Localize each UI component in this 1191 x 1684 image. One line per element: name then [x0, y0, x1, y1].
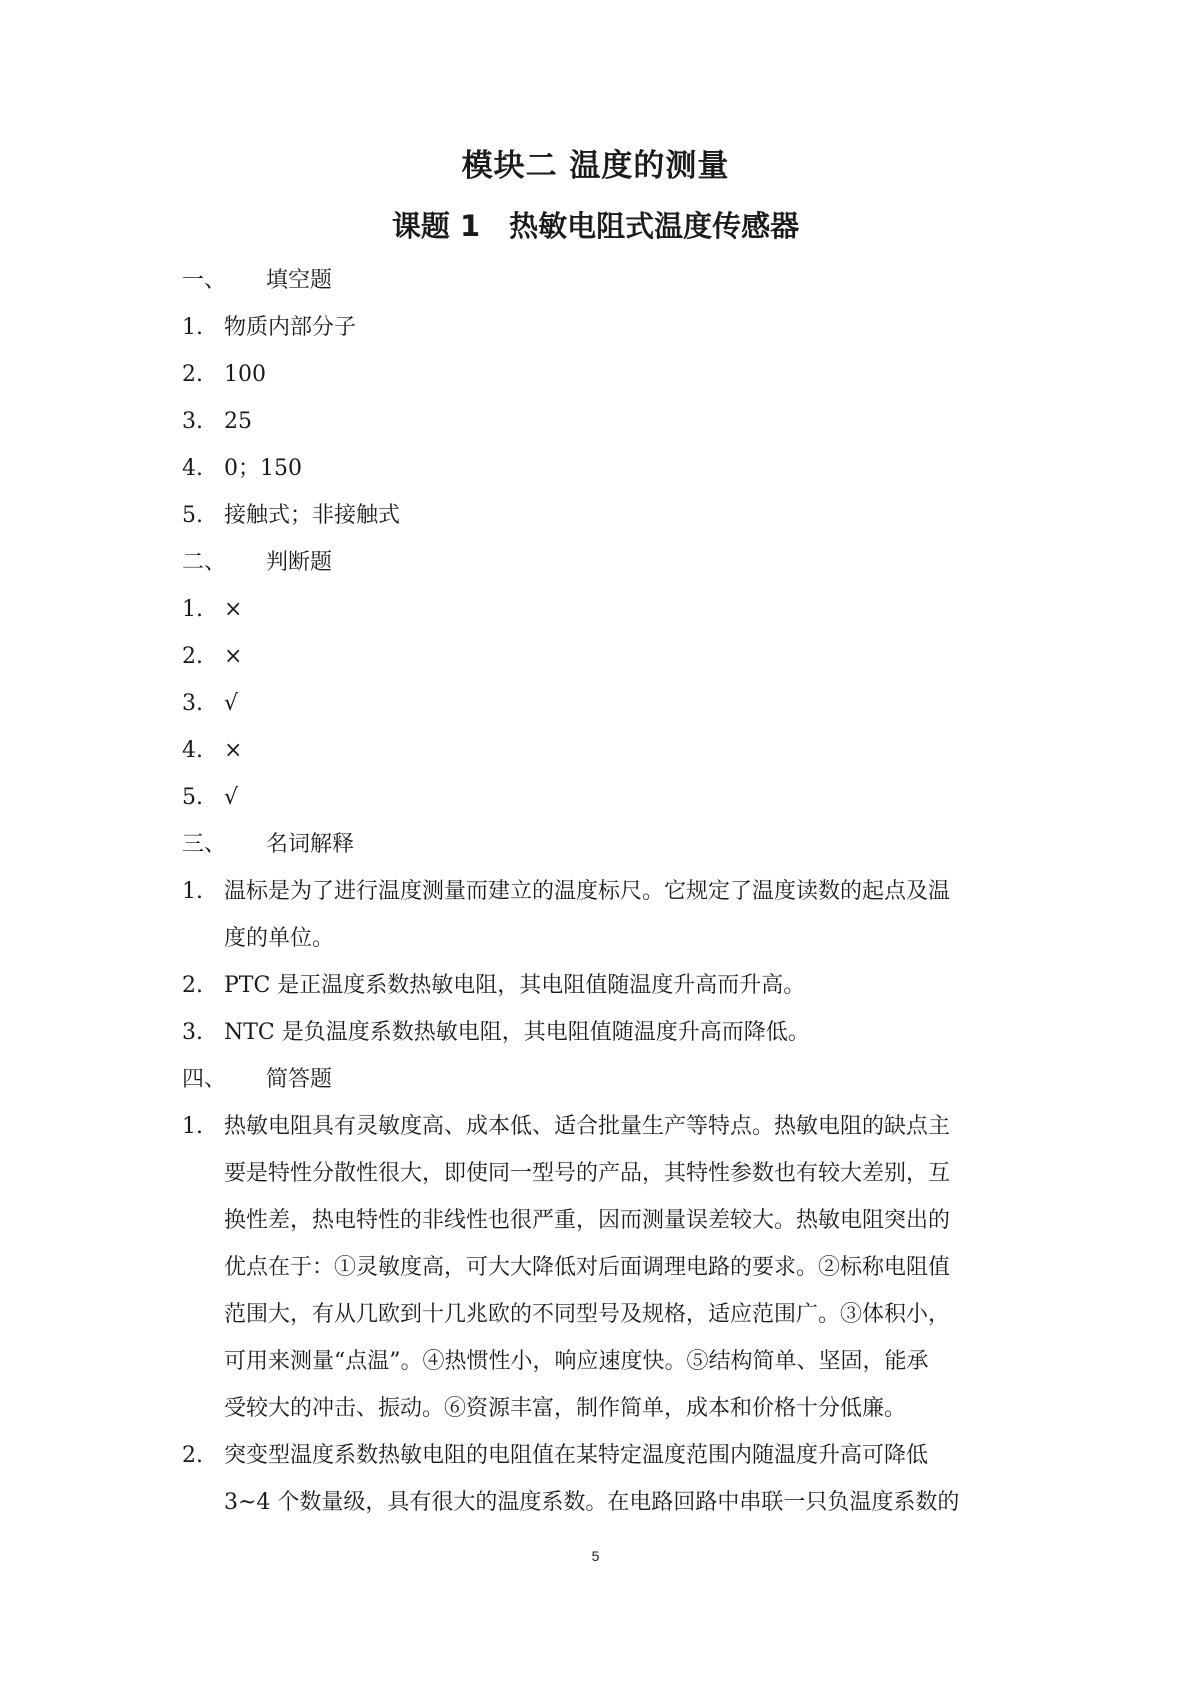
section-number: 二、 [182, 550, 227, 575]
item-text: 25 [224, 409, 252, 434]
item-text-continued: 优点在于：①灵敏度高，可大大降低对后面调理电路的要求。②标称电阻值 [224, 1255, 951, 1280]
page-subtitle: 课题 1 热敏电阻式温度传感器 [391, 209, 800, 243]
list-item [182, 971, 805, 1001]
list-item-continuation [224, 1347, 929, 1377]
item-text: 突变型温度系数热敏电阻的电阻值在某特定温度范围内随温度升高可降低 [224, 1443, 929, 1468]
list-item [182, 595, 242, 625]
item-text: × [224, 597, 243, 622]
item-number: 1. [182, 879, 203, 904]
list-item-continuation [224, 1488, 959, 1518]
item-text: 温标是为了进行温度测量而建立的温度标尺。它规定了温度读数的起点及温 [224, 879, 951, 904]
item-text: 物质内部分子 [224, 315, 357, 340]
item-number: 2. [182, 973, 203, 998]
list-item [182, 313, 356, 343]
item-number: 3. [182, 691, 203, 716]
item-number: 1. [182, 315, 203, 340]
section-number: 三、 [182, 832, 227, 857]
list-item [182, 1018, 810, 1048]
list-item-continuation [224, 924, 334, 954]
list-item [182, 736, 242, 766]
list-item-continuation [224, 1394, 906, 1424]
item-number: 2. [182, 1443, 203, 1468]
item-text: 接触式；非接触式 [224, 503, 401, 528]
section-heading [182, 830, 354, 860]
list-item-continuation [224, 1253, 950, 1283]
item-text-continued: 范围大，有从几欧到十几兆欧的不同型号及规格，适应范围广。③体积小， [224, 1302, 951, 1327]
page-number: 5 [591, 1548, 600, 1564]
section-heading [182, 548, 332, 578]
item-text-continued: 换性差，热电特性的非线性也很严重，因而测量误差较大。热敏电阻突出的 [224, 1208, 951, 1233]
item-number: 3. [182, 1020, 203, 1045]
item-text-continued: 3~4 个数量级，具有很大的温度系数。在电路回路中串联一只负温度系数的 [224, 1490, 960, 1515]
list-item [182, 689, 238, 719]
item-number: 5. [182, 503, 203, 528]
item-text-continued: 受较大的冲击、振动。⑥资源丰富，制作简单，成本和价格十分低廉。 [224, 1396, 907, 1421]
item-text: PTC 是正温度系数热敏电阻，其电阻值随温度升高而升高。 [224, 973, 806, 998]
section-heading [182, 1065, 332, 1095]
list-item-continuation [224, 1159, 950, 1189]
list-item [182, 407, 252, 437]
list-item [182, 454, 302, 484]
item-text: √ [224, 785, 239, 810]
list-item-continuation [224, 1206, 950, 1236]
item-text-continued: 要是特性分散性很大，即使同一型号的产品，其特性参数也有较大差别，互 [224, 1161, 951, 1186]
item-text: 热敏电阻具有灵敏度高、成本低、适合批量生产等特点。热敏电阻的缺点主 [224, 1114, 951, 1139]
section-heading [182, 266, 332, 296]
section-title: 简答题 [266, 1067, 333, 1092]
item-text: NTC 是负温度系数热敏电阻，其电阻值随温度升高而降低。 [224, 1020, 810, 1045]
section-title: 名词解释 [266, 832, 355, 857]
item-number: 1. [182, 1114, 203, 1139]
section-title: 判断题 [266, 550, 333, 575]
item-number: 1. [182, 597, 203, 622]
section-number: 四、 [182, 1067, 227, 1092]
list-item [182, 642, 242, 672]
item-text-continued: 可用来测量“点温”。④热惯性小，响应速度快。⑤结构简单、坚固，能承 [224, 1349, 929, 1374]
list-item [182, 1112, 950, 1142]
section-number: 一、 [182, 268, 227, 293]
list-item [182, 501, 400, 531]
item-text: 0；150 [224, 456, 302, 481]
list-item [182, 360, 266, 390]
item-number: 4. [182, 738, 203, 763]
list-item-continuation [224, 1300, 950, 1330]
item-text: × [224, 738, 243, 763]
page-title: 模块二 温度的测量 [461, 148, 730, 184]
list-item [182, 783, 238, 813]
item-number: 2. [182, 362, 203, 387]
item-text: 100 [224, 362, 266, 387]
item-number: 3. [182, 409, 203, 434]
item-number: 2. [182, 644, 203, 669]
item-text: √ [224, 691, 239, 716]
list-item [182, 877, 950, 907]
item-number: 4. [182, 456, 203, 481]
section-title: 填空题 [266, 268, 333, 293]
item-text-continued: 度的单位。 [224, 926, 335, 951]
item-number: 5. [182, 785, 203, 810]
list-item [182, 1441, 928, 1471]
item-text: × [224, 644, 243, 669]
